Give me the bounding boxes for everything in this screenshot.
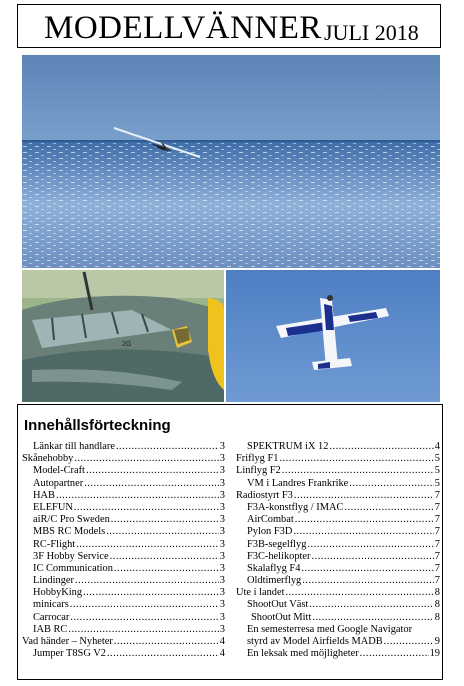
toc-entry[interactable] [236, 612, 440, 624]
toc-entry-label: F3B-segelflyg [247, 538, 307, 550]
toc-entry-label: Jumper T8SG V2 [33, 648, 106, 660]
toc-entry-page: 3 [219, 562, 225, 574]
toc-entry-page: 7 [434, 489, 440, 501]
toc-entry-label: Friflyg F1 [236, 453, 279, 465]
toc-leader-dots [344, 502, 433, 514]
toc-entry[interactable] [236, 575, 440, 587]
cover-photo-aerobatic-plane [226, 270, 440, 402]
toc-entry-page: 5 [434, 477, 440, 489]
toc-entry-label: Länkar till handlare [33, 441, 115, 452]
toc-entry-label: IAB RC [33, 623, 68, 635]
toc-leader-dots [68, 624, 218, 636]
toc-entry-label: minicars [33, 599, 69, 611]
toc-leader-dots [312, 551, 434, 563]
toc-entry[interactable] [236, 465, 440, 477]
toc-entry-page: 7 [434, 550, 440, 562]
toc-entry[interactable] [22, 575, 225, 587]
toc-entry[interactable] [22, 648, 225, 660]
toc-leader-dots [75, 575, 219, 587]
toc-entry-label: aiR/C Pro Sweden [33, 514, 110, 526]
toc-entry-label: RC-Flight [33, 538, 76, 550]
toc-entry-label: ShootOut Väst [247, 599, 309, 611]
toc-entry[interactable] [236, 636, 440, 648]
toc-entry[interactable] [22, 624, 225, 636]
toc-entry-label: Autopartner [33, 477, 84, 489]
toc-entry-label: VM i Landres Frankrike [247, 477, 349, 489]
toc-entry[interactable] [236, 490, 440, 502]
toc-entry-label: Radiostyrt F3 [236, 489, 293, 501]
toc-entry-page: 4 [219, 648, 225, 660]
toc-entry-label: En semesterresa med Google Navigator [247, 623, 413, 635]
toc-entry-page: 7 [434, 538, 440, 550]
toc-entry-page: 19 [429, 648, 440, 660]
toc-entry-page: 3 [219, 465, 225, 477]
toc-entry[interactable] [22, 490, 225, 502]
toc-entry[interactable] [236, 514, 440, 526]
toc-entry-label: HAB [33, 489, 55, 501]
toc-entry-label: AirCombat [247, 514, 294, 526]
cover-photo-glider-over-sea [22, 55, 440, 268]
toc-entry-label: En leksak med möjligheter [247, 648, 359, 660]
toc-entry-label: Skånehobby [22, 453, 74, 465]
toc-entry-label: ELEFUN [33, 501, 73, 513]
toc-entry-page: 3 [219, 538, 225, 550]
toc-entry[interactable] [22, 441, 225, 453]
toc-entry-page: 3 [219, 575, 225, 587]
toc-leader-dots [110, 551, 219, 563]
toc-entry-label: F3C-helikopter [247, 550, 311, 562]
toc-entry[interactable] [22, 526, 225, 538]
toc-entry-label: Pylon F3D [247, 526, 293, 538]
magazine-title: MODELLVÄNNER [44, 10, 322, 46]
toc-entry-page: 3 [219, 526, 225, 538]
toc-entry[interactable] [236, 539, 440, 551]
toc-entry[interactable] [22, 478, 225, 490]
toc-entry-label: Linflyg F2 [236, 465, 281, 477]
toc-leader-dots [106, 526, 219, 538]
toc-leader-dots [360, 648, 429, 660]
toc-leader-dots [116, 441, 219, 453]
toc-entry-label: HobbyKing [33, 587, 83, 599]
toc-entry-page: 3 [219, 550, 225, 562]
toc-leader-dots [285, 587, 433, 599]
toc-entry-label: IC Communication [33, 562, 113, 574]
toc-entry-page: 3 [219, 599, 225, 611]
toc-entry-label: Lindinger [33, 575, 74, 587]
toc-leader-dots [384, 636, 434, 648]
toc-entry-page: 5 [434, 453, 440, 465]
toc-entry[interactable] [236, 563, 440, 575]
toc-leader-dots [70, 612, 218, 624]
toc-entry[interactable] [236, 453, 440, 465]
toc-leader-dots [74, 502, 219, 514]
toc-entry-label: ShootOut Mitt [251, 611, 312, 623]
toc-entry-label: Ute i landet [236, 587, 285, 599]
toc-leader-dots [70, 599, 219, 611]
toc-entry-page: 4 [219, 636, 225, 647]
toc-entry-page: 3 [219, 611, 225, 623]
toc-entry[interactable] [236, 478, 440, 490]
toc-entry[interactable] [236, 551, 440, 563]
toc-entry-page: 3 [219, 489, 225, 501]
toc-leader-dots [349, 478, 434, 490]
toc-entry[interactable] [236, 587, 440, 599]
toc-entry[interactable] [22, 551, 225, 563]
toc-entry-page: 5 [434, 465, 440, 477]
toc-entry-page: 3 [219, 477, 225, 489]
toc-leader-dots [282, 465, 434, 477]
toc-entry-label: Skalaflyg F4 [247, 562, 301, 574]
toc-leader-dots [302, 575, 434, 587]
svg-text:2G: 2G [122, 341, 132, 348]
toc-entry[interactable] [236, 441, 440, 453]
toc-leader-dots [279, 453, 433, 465]
table-of-contents [17, 404, 443, 680]
toc-entry-page: 3 [219, 453, 225, 465]
toc-entry[interactable] [236, 624, 440, 636]
toc-leader-dots [295, 514, 434, 526]
toc-entry-page: 3 [219, 623, 225, 635]
toc-leader-dots [76, 539, 219, 551]
toc-entry-page: 4 [434, 441, 440, 452]
toc-leader-dots [312, 612, 433, 624]
issue-date: JULI 2018 [324, 20, 419, 45]
toc-entry-page: 7 [434, 526, 440, 538]
toc-entry-label: Model-Craft [33, 465, 85, 477]
toc-column-right [236, 441, 440, 660]
toc-entry[interactable] [22, 502, 225, 514]
toc-leader-dots [86, 465, 219, 477]
cover-photo-stuka-model [22, 270, 224, 402]
toc-leader-dots [301, 563, 433, 575]
toc-leader-dots [309, 599, 434, 611]
toc-entry-page: 8 [434, 611, 440, 623]
toc-leader-dots [74, 453, 218, 465]
toc-entry-page: 8 [434, 599, 440, 611]
toc-entry[interactable] [22, 453, 225, 465]
toc-entry[interactable] [236, 526, 440, 538]
toc-entry-page: 7 [434, 562, 440, 574]
toc-entry-label: SPEKTRUM iX 12 [247, 441, 329, 452]
toc-leader-dots [114, 563, 219, 575]
masthead [17, 4, 441, 48]
toc-entry[interactable] [22, 599, 225, 611]
toc-entry-page: 7 [434, 514, 440, 526]
toc-entry[interactable] [236, 599, 440, 611]
toc-entry-page: 9 [434, 636, 440, 647]
toc-entry[interactable] [22, 539, 225, 551]
toc-entry-label: Vad händer – Nyheter [22, 636, 113, 647]
toc-entry-page: 3 [219, 501, 225, 513]
toc-column-left [22, 441, 225, 660]
toc-leader-dots [329, 441, 433, 453]
toc-leader-dots [293, 526, 433, 538]
toc-leader-dots [56, 490, 219, 502]
toc-entry[interactable] [22, 514, 225, 526]
toc-leader-dots [111, 514, 219, 526]
toc-entry-page: 8 [434, 587, 440, 599]
toc-entry[interactable] [236, 502, 440, 514]
toc-leader-dots [107, 648, 219, 660]
toc-entry-label: styrd av Model Airfields MADB [247, 636, 383, 647]
toc-entry-page: 7 [434, 575, 440, 587]
toc-entry-label: 3F Hobby Service [33, 550, 109, 562]
toc-entry-label: Carrocar [33, 611, 70, 623]
toc-leader-dots [83, 587, 219, 599]
toc-entry-label: Oldtimerflyg [247, 575, 302, 587]
toc-entry[interactable] [22, 465, 225, 477]
toc-entry[interactable] [22, 563, 225, 575]
toc-leader-dots [84, 478, 219, 490]
toc-entry[interactable] [22, 587, 225, 599]
toc-leader-dots [294, 490, 434, 502]
toc-entry-label: MBS RC Models [33, 526, 106, 538]
toc-entry-page: 3 [219, 514, 225, 526]
toc-entry-page: 3 [219, 441, 225, 452]
toc-leader-dots [307, 539, 433, 551]
toc-entry-page: 3 [219, 587, 225, 599]
toc-entry[interactable] [22, 636, 225, 648]
toc-entry-page: 7 [434, 501, 440, 513]
toc-heading: Innehållsförteckning [24, 417, 171, 434]
toc-entry[interactable] [236, 648, 440, 660]
toc-entry-label: F3A-konstflyg / IMAC [247, 501, 344, 513]
toc-leader-dots [114, 636, 219, 648]
toc-entry[interactable] [22, 612, 225, 624]
